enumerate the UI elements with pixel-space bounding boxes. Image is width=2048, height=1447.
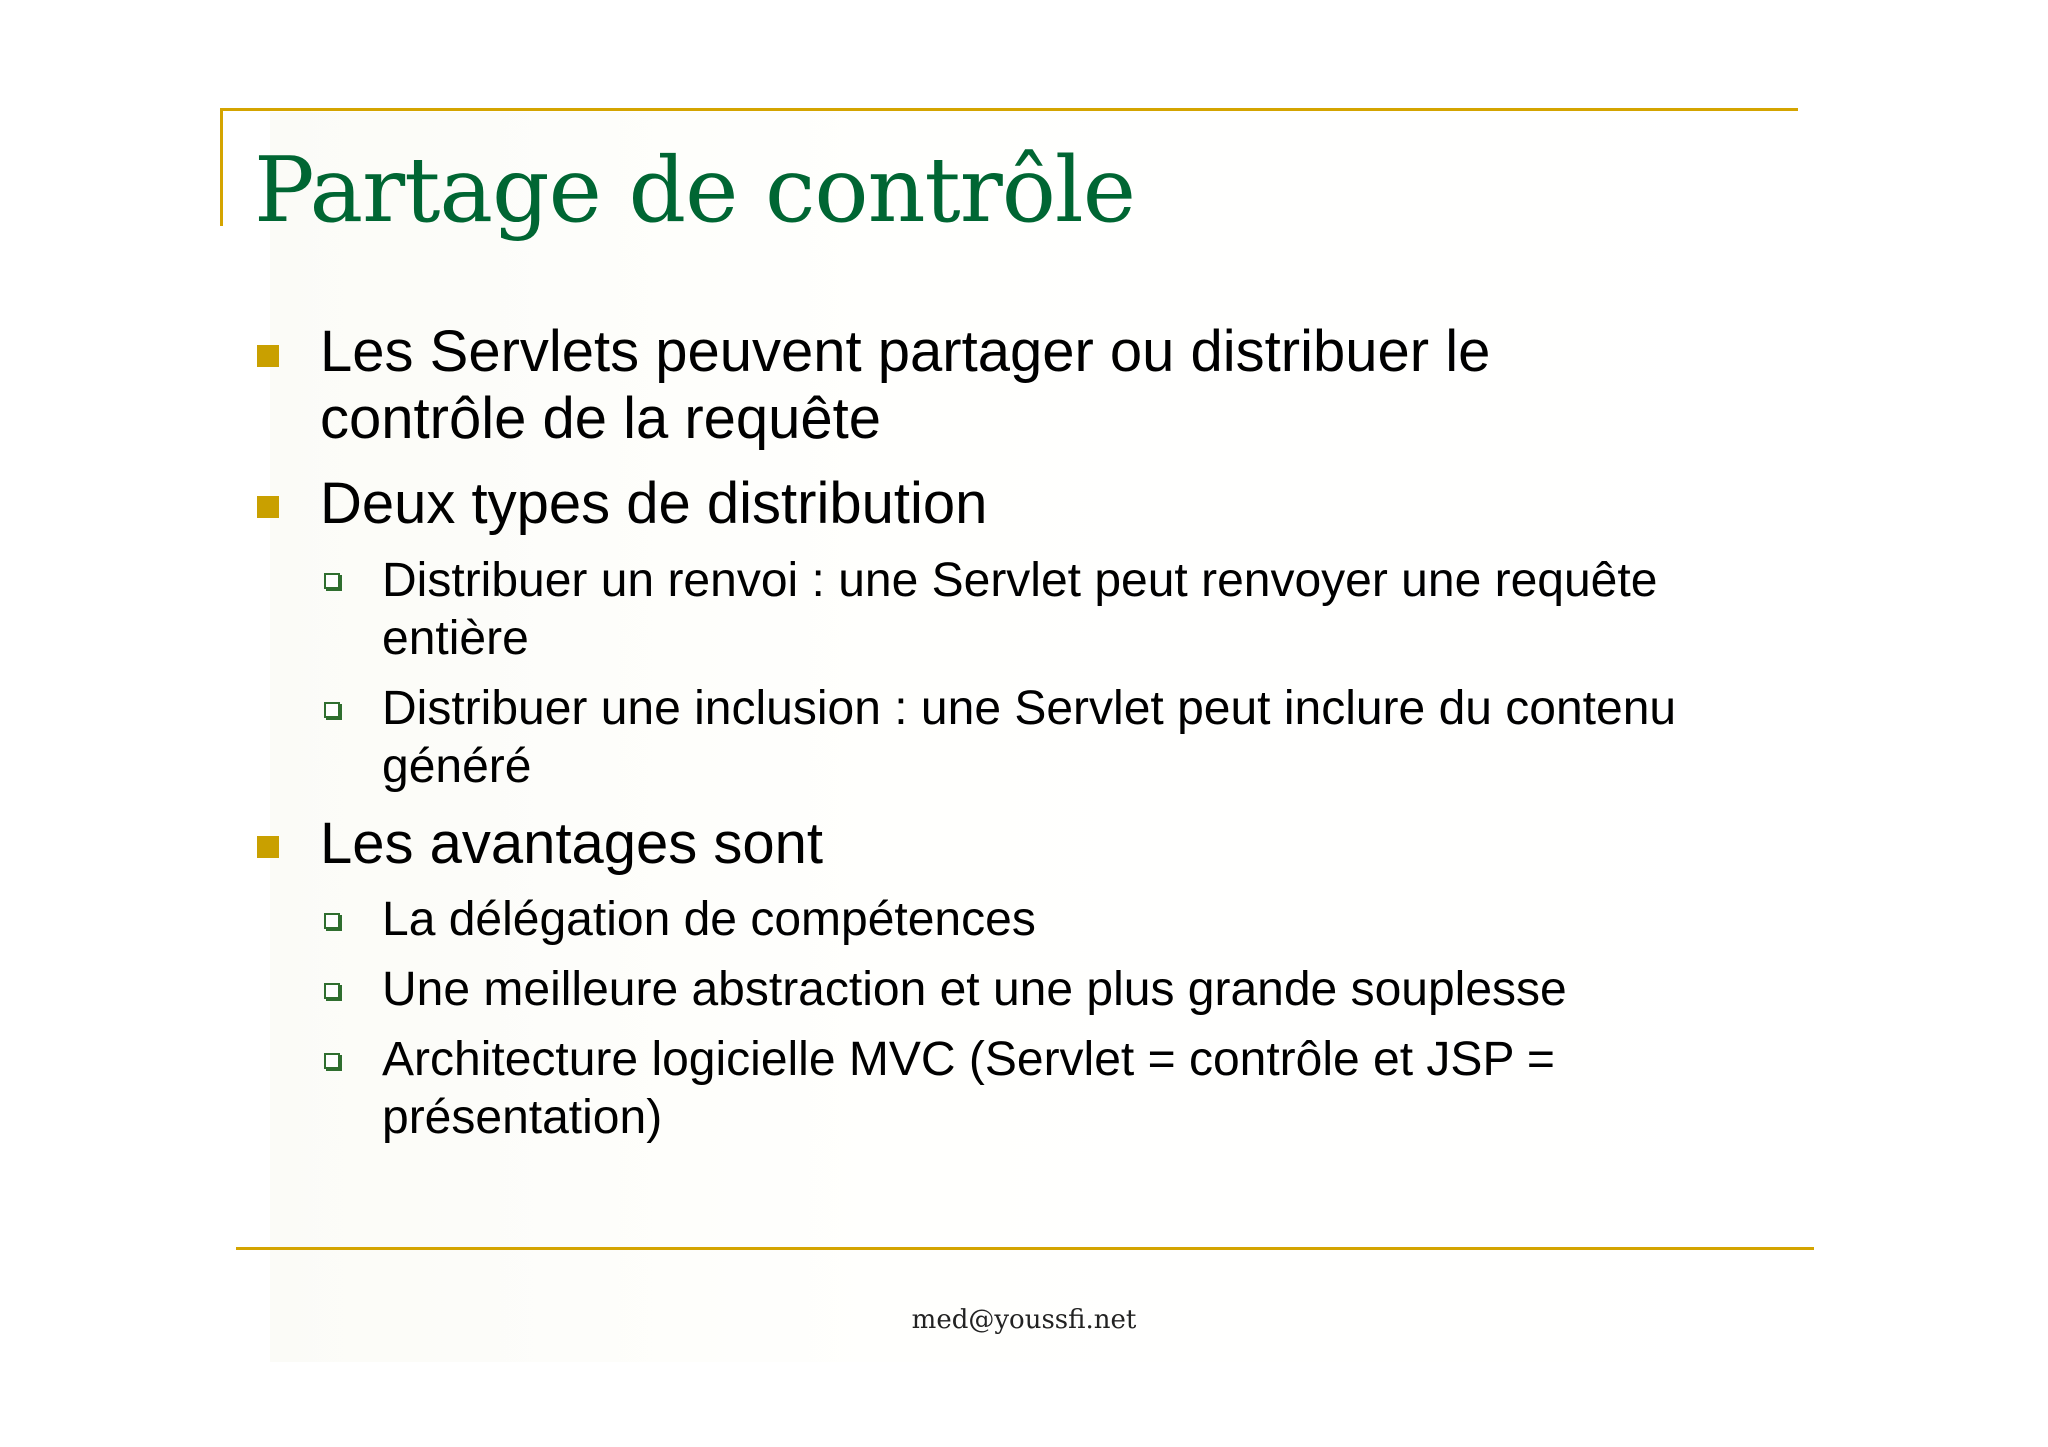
footer-email: med@youssfi.net [911, 1305, 1137, 1335]
square-bullet-icon [257, 345, 279, 367]
left-rule [220, 108, 223, 226]
hollow-square-bullet-icon [324, 702, 340, 718]
hollow-square-bullet-icon [324, 913, 340, 929]
bullet-item-3: Les avantages sont [320, 811, 824, 876]
sub-item-3-2: Une meilleure abstraction et une plus grande souplesse [382, 963, 1567, 1016]
sub-item-2-1: Distribuer un renvoi : une Servlet peut renvoyer une requête entière [382, 554, 1658, 665]
sub-item-3-1: La délégation de compétences [382, 893, 1036, 946]
square-bullet-icon [257, 496, 279, 518]
top-rule [220, 108, 1798, 111]
bottom-rule [236, 1247, 1814, 1250]
sub-item-2-2: Distribuer une inclusion : une Servlet peut inclure du contenu généré [382, 682, 1677, 793]
square-bullet-icon [257, 836, 279, 858]
sub-item-3-3: Architecture logicielle MVC (Servlet = contrôle et JSP = présentation) [382, 1033, 1555, 1144]
hollow-square-bullet-icon [324, 1053, 340, 1069]
slide-title: Partage de contrôle [254, 138, 1135, 243]
bullet-item-2: Deux types de distribution [320, 471, 988, 536]
hollow-square-bullet-icon [324, 983, 340, 999]
hollow-square-bullet-icon [324, 573, 340, 589]
bullet-item-1: Les Servlets peuvent partager ou distribuer le contrôle de la requête [320, 319, 1491, 451]
